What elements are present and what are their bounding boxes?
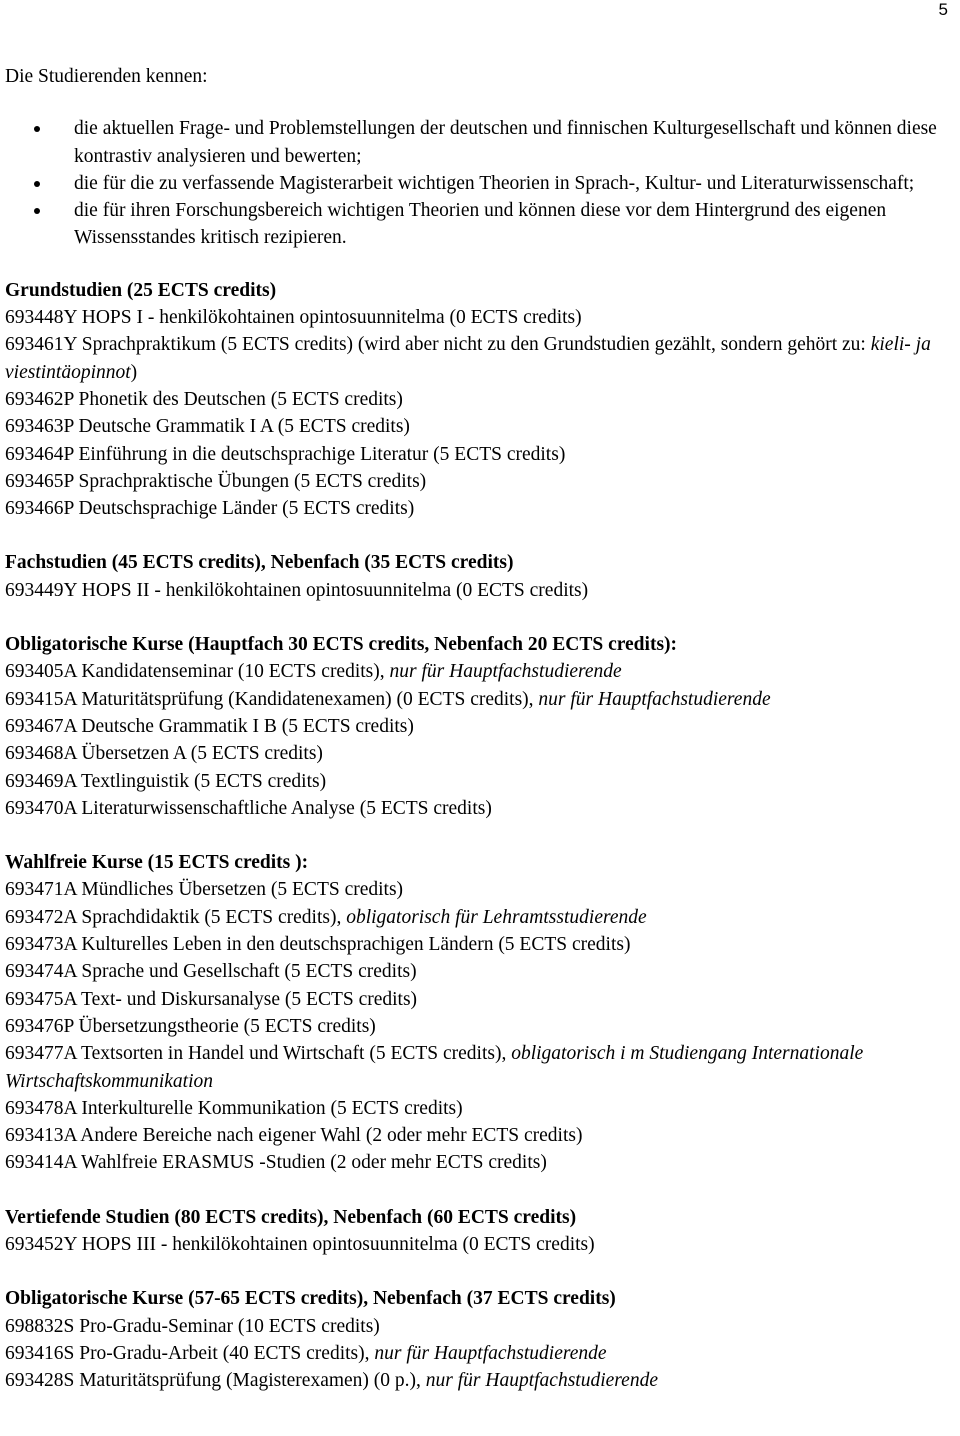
section-heading: Obligatorische Kurse (57-65 ECTS credits), Nebenfach (37 ECTS credits) bbox=[5, 1288, 616, 1310]
course-line bbox=[5, 768, 957, 795]
course-line bbox=[5, 413, 957, 440]
course-text: 693474A Sprache und Gesellschaft (5 ECTS credits) bbox=[5, 961, 417, 983]
course-line bbox=[5, 1340, 957, 1367]
course-line bbox=[5, 795, 957, 822]
course-note: nur für Hauptfachstudierende bbox=[425, 1370, 658, 1392]
course-line bbox=[5, 1040, 957, 1095]
course-text: 693465P Sprachpraktische Übungen (5 ECTS credits) bbox=[5, 470, 427, 492]
course-text: 693468A Übersetzen A (5 ECTS credits) bbox=[5, 743, 323, 765]
page-number: 5 bbox=[938, 0, 948, 19]
course-line bbox=[5, 441, 957, 468]
course-line bbox=[5, 386, 957, 413]
course-line bbox=[5, 713, 957, 740]
document-body bbox=[5, 63, 957, 1394]
course-text: 693469A Textlinguistik (5 ECTS credits) bbox=[5, 770, 327, 792]
course-note: obligatorisch für Lehramtsstudierende bbox=[346, 906, 647, 928]
course-line bbox=[5, 740, 957, 767]
course-line bbox=[5, 958, 957, 985]
course-line bbox=[5, 577, 957, 604]
course-section bbox=[5, 631, 957, 822]
course-text: 693413A Andere Bereiche nach eigener Wahl (2 oder mehr ECTS credits) bbox=[5, 1125, 583, 1147]
course-line bbox=[5, 1013, 957, 1040]
course-section bbox=[5, 1204, 957, 1259]
course-text: 693405A Kandidatenseminar (10 ECTS credits), bbox=[5, 661, 390, 683]
course-text: 698832S Pro-Gradu-Seminar (10 ECTS credits) bbox=[5, 1315, 380, 1337]
course-section bbox=[5, 277, 957, 523]
course-line bbox=[5, 1313, 957, 1340]
course-section bbox=[5, 1285, 957, 1394]
course-line bbox=[5, 876, 957, 903]
section-heading: Vertiefende Studien (80 ECTS credits), Nebenfach (60 ECTS credits) bbox=[5, 1206, 577, 1228]
course-line bbox=[5, 468, 957, 495]
section-heading: Fachstudien (45 ECTS credits), Nebenfach (35 ECTS credits) bbox=[5, 552, 514, 574]
course-note: nur für Hauptfachstudierende bbox=[389, 661, 622, 683]
course-text: 693478A Interkulturelle Kommunikation (5 ECTS credits) bbox=[5, 1097, 463, 1119]
course-line bbox=[5, 986, 957, 1013]
course-line bbox=[5, 1367, 957, 1394]
course-line bbox=[5, 686, 957, 713]
course-text: 693415A Maturitätsprüfung (Kandidatenexamen) (0 ECTS credits), bbox=[5, 688, 539, 710]
bullet-item: die für ihren Forschungsbereich wichtigen Theorien und können diese vor dem Hintergrund des eigenen Wissensstandes kritisch rezipieren. bbox=[5, 197, 957, 252]
course-line bbox=[5, 1095, 957, 1122]
course-text: 693416S Pro-Gradu-Arbeit (40 ECTS credits), bbox=[5, 1342, 375, 1364]
course-note: kieli- ja viestintäopinnot bbox=[5, 334, 931, 383]
course-text: 693470A Literaturwissenschaftliche Analyse (5 ECTS credits) bbox=[5, 797, 492, 819]
course-text: 693472A Sprachdidaktik (5 ECTS credits), bbox=[5, 906, 347, 928]
bullet-item: die aktuellen Frage- und Problemstellungen der deutschen und finnischen Kulturgesellschaft und können diese kontrastiv analysieren und bewerten; bbox=[5, 115, 957, 170]
learning-outcomes-list bbox=[5, 115, 957, 251]
section-heading: Wahlfreie Kurse (15 ECTS credits ): bbox=[5, 852, 309, 874]
course-text: 693471A Mündliches Übersetzen (5 ECTS credits) bbox=[5, 879, 404, 901]
bullet-item: die für die zu verfassende Magisterarbeit wichtigen Theorien in Sprach-, Kultur- und Literaturwissenschaft; bbox=[5, 170, 957, 197]
course-text: 693466P Deutschsprachige Länder (5 ECTS credits) bbox=[5, 498, 415, 520]
course-note: nur für Hauptfachstudierende bbox=[538, 688, 771, 710]
section-heading: Grundstudien (25 ECTS credits) bbox=[5, 279, 277, 301]
course-text: 693462P Phonetik des Deutschen (5 ECTS credits) bbox=[5, 388, 403, 410]
course-tail: ) bbox=[130, 361, 138, 383]
course-text: 693477A Textsorten in Handel und Wirtschaft (5 ECTS credits), bbox=[5, 1043, 512, 1065]
course-text: 693428S Maturitätsprüfung (Magisterexamen) (0 p.), bbox=[5, 1370, 426, 1392]
course-text: 693448Y HOPS I - henkilökohtainen opintosuunnitelma (0 ECTS credits) bbox=[5, 307, 582, 329]
section-heading: Obligatorische Kurse (Hauptfach 30 ECTS credits, Nebenfach 20 ECTS credits): bbox=[5, 634, 678, 656]
course-line bbox=[5, 331, 957, 386]
course-text: 693452Y HOPS III - henkilökohtainen opintosuunnitelma (0 ECTS credits) bbox=[5, 1233, 595, 1255]
course-line bbox=[5, 304, 957, 331]
course-text: 693467A Deutsche Grammatik I B (5 ECTS credits) bbox=[5, 715, 414, 737]
course-line bbox=[5, 658, 957, 685]
course-line bbox=[5, 1149, 957, 1176]
course-note: obligatorisch i m Studiengang Internationale Wirtschaftskommunikation bbox=[5, 1043, 864, 1092]
course-line bbox=[5, 931, 957, 958]
intro-text: Die Studierenden kennen: bbox=[5, 66, 208, 87]
course-section bbox=[5, 549, 957, 604]
course-sections bbox=[5, 277, 957, 1395]
course-line bbox=[5, 904, 957, 931]
course-text: 693475A Text- und Diskursanalyse (5 ECTS credits) bbox=[5, 988, 418, 1010]
course-line bbox=[5, 1122, 957, 1149]
course-text: 693464P Einführung in die deutschsprachige Literatur (5 ECTS credits) bbox=[5, 443, 566, 465]
course-text: 693463P Deutsche Grammatik I A (5 ECTS credits) bbox=[5, 416, 410, 438]
course-text: 693473A Kulturelles Leben in den deutschsprachigen Ländern (5 ECTS credits) bbox=[5, 934, 631, 956]
course-text: 693476P Übersetzungstheorie (5 ECTS credits) bbox=[5, 1015, 376, 1037]
course-text: 693461Y Sprachpraktikum (5 ECTS credits) (wird aber nicht zu den Grundstudien gezählt, sondern gehört zu: bbox=[5, 334, 871, 356]
course-line bbox=[5, 495, 957, 522]
course-line bbox=[5, 1231, 957, 1258]
course-text: 693449Y HOPS II - henkilökohtainen opintosuunnitelma (0 ECTS credits) bbox=[5, 579, 589, 601]
course-note: nur für Hauptfachstudierende bbox=[374, 1342, 607, 1364]
course-section bbox=[5, 849, 957, 1177]
course-text: 693414A Wahlfreie ERASMUS -Studien (2 oder mehr ECTS credits) bbox=[5, 1152, 547, 1174]
